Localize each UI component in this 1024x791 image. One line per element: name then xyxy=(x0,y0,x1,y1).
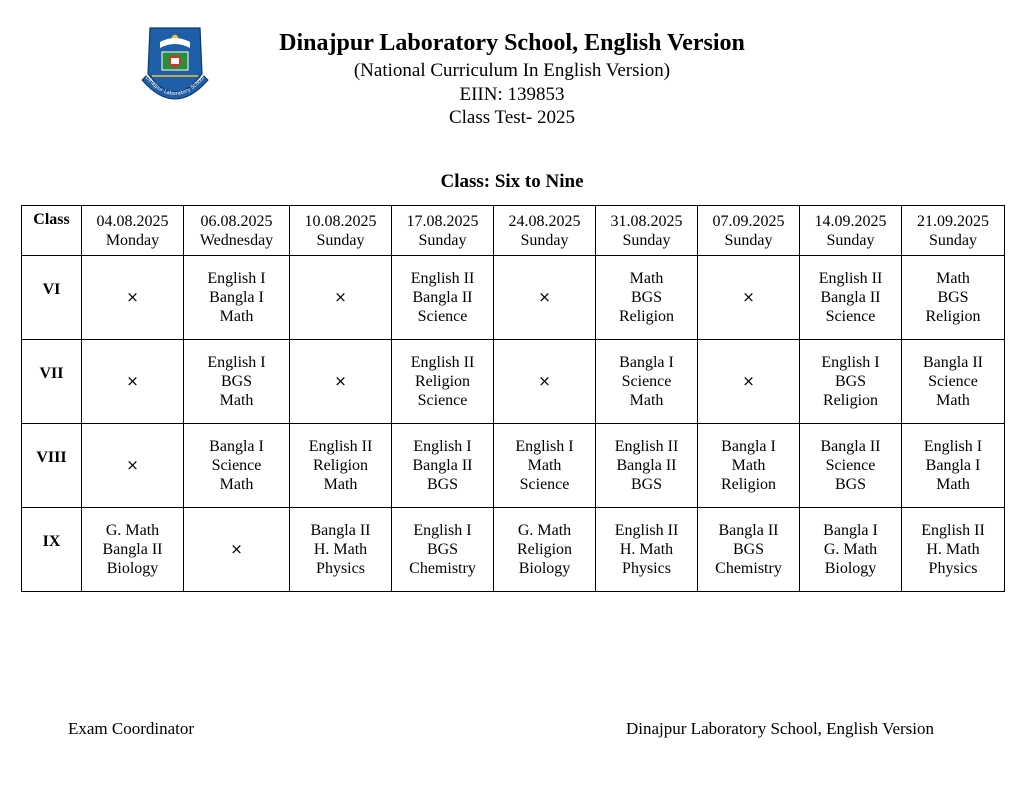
subject-name: Bangla I xyxy=(823,522,878,539)
subject-name: Biology xyxy=(518,560,571,577)
date-column-header xyxy=(184,206,290,256)
cross-icon: × xyxy=(126,288,139,306)
table-row xyxy=(22,424,1005,508)
subject-cell xyxy=(290,340,392,424)
subject-cell xyxy=(494,508,596,592)
subject-name: Math xyxy=(936,392,970,409)
subject-name: BGS xyxy=(732,541,765,558)
subject-cell xyxy=(698,340,800,424)
subject-name: Bangla II xyxy=(718,522,779,539)
subject-cell xyxy=(392,340,494,424)
subject-name: Physics xyxy=(316,560,365,577)
subject-name: Science xyxy=(825,308,876,325)
subject-name: Math xyxy=(323,476,358,493)
subject-name: Bangla II xyxy=(820,289,881,306)
subject-cell xyxy=(82,340,184,424)
exam-date: 24.08.2025 xyxy=(508,212,581,230)
subject-name: Biology xyxy=(824,560,877,577)
subject-cell xyxy=(902,256,1005,340)
subject-name: Science xyxy=(621,373,672,390)
subject-name: Physics xyxy=(622,560,671,577)
class-column-header: Class xyxy=(22,206,82,256)
subject-name: Bangla II xyxy=(310,522,371,539)
subject-name: BGS xyxy=(630,289,663,306)
subject-name: Science xyxy=(928,373,978,390)
subject-name: Religion xyxy=(925,308,981,325)
exam-date: 07.09.2025 xyxy=(712,212,785,230)
school-signature: Dinajpur Laboratory School, English Version xyxy=(626,719,935,738)
subject-name: Religion xyxy=(312,457,369,474)
exam-title: Class Test- 2025 xyxy=(448,107,576,128)
subject-cell xyxy=(82,424,184,508)
subject-name: Bangla II xyxy=(412,289,473,306)
subject-name: Bangla I xyxy=(619,354,674,371)
subject-name: BGS xyxy=(426,476,459,493)
subject-name: Science xyxy=(417,308,468,325)
subject-cell xyxy=(392,424,494,508)
subject-cell xyxy=(596,424,698,508)
subject-name: G. Math xyxy=(105,522,160,539)
date-column-header xyxy=(698,206,800,256)
subject-name: Chemistry xyxy=(409,560,476,577)
subject-name: English II xyxy=(308,438,373,455)
exam-date: 06.08.2025 xyxy=(200,212,273,230)
subject-name: English I xyxy=(413,438,472,455)
subject-cell xyxy=(290,256,392,340)
subject-cell xyxy=(392,508,494,592)
subject-cell xyxy=(184,340,290,424)
class-heading: Class: Six to Nine xyxy=(440,171,584,192)
cross-icon: × xyxy=(538,288,551,306)
subject-cell xyxy=(290,508,392,592)
date-column-header xyxy=(800,206,902,256)
subject-name: English II xyxy=(921,522,985,539)
exam-day: Sunday xyxy=(520,231,569,249)
exam-date: 04.08.2025 xyxy=(96,212,169,230)
subject-cell xyxy=(902,508,1005,592)
subject-name: Bangla I xyxy=(721,438,776,455)
exam-day: Sunday xyxy=(316,231,365,249)
subject-cell xyxy=(596,508,698,592)
subject-cell xyxy=(82,508,184,592)
subject-cell xyxy=(392,256,494,340)
subject-cell xyxy=(698,256,800,340)
subject-cell xyxy=(494,340,596,424)
subject-cell xyxy=(800,340,902,424)
subject-name: English I xyxy=(515,438,574,455)
subject-name: Religion xyxy=(720,476,777,493)
subject-name: BGS xyxy=(630,476,663,493)
subject-name: Math xyxy=(629,270,664,287)
exam-routine-table xyxy=(21,205,1005,592)
subject-cell xyxy=(494,424,596,508)
exam-date: 17.08.2025 xyxy=(406,212,479,230)
subject-name: Math xyxy=(219,392,254,409)
subject-name: English I xyxy=(207,270,266,287)
subject-name: G. Math xyxy=(823,541,878,558)
class-label: VIII xyxy=(22,424,82,508)
subject-name: Science xyxy=(211,457,262,474)
subject-name: Bangla I xyxy=(209,289,264,306)
subject-cell xyxy=(902,340,1005,424)
cross-icon: × xyxy=(230,540,243,558)
subject-name: English I xyxy=(923,438,983,455)
subject-name: H. Math xyxy=(619,541,674,558)
exam-date: 10.08.2025 xyxy=(304,212,377,230)
subject-name: English I xyxy=(821,354,880,371)
subject-name: English I xyxy=(207,354,266,371)
table-row xyxy=(22,340,1005,424)
subject-name: Science xyxy=(417,392,468,409)
exam-day: Sunday xyxy=(622,231,671,249)
subject-name: Bangla II xyxy=(412,457,473,474)
subject-name: BGS xyxy=(220,373,253,390)
subject-name: Religion xyxy=(822,392,879,409)
subject-name: Bangla I xyxy=(209,438,264,455)
subject-cell xyxy=(596,340,698,424)
subject-name: Bangla I xyxy=(925,457,981,474)
date-column-header xyxy=(902,206,1005,256)
exam-day: Sunday xyxy=(929,231,977,249)
subject-cell xyxy=(698,424,800,508)
subject-cell xyxy=(184,508,290,592)
exam-day: Wednesday xyxy=(199,231,274,249)
date-column-header xyxy=(290,206,392,256)
date-column-header xyxy=(494,206,596,256)
subject-name: Science xyxy=(825,457,876,474)
subject-name: English II xyxy=(614,522,679,539)
subject-name: Religion xyxy=(618,308,675,325)
exam-date: 14.09.2025 xyxy=(814,212,887,230)
date-column-header xyxy=(596,206,698,256)
exam-day: Sunday xyxy=(418,231,467,249)
subject-name: Religion xyxy=(516,541,573,558)
subject-name: English II xyxy=(410,270,475,287)
cross-icon: × xyxy=(742,372,755,390)
subject-name: Math xyxy=(527,457,562,474)
subject-name: English II xyxy=(818,270,883,287)
cross-icon: × xyxy=(126,372,139,390)
date-column-header xyxy=(82,206,184,256)
subject-cell xyxy=(800,508,902,592)
subject-cell xyxy=(698,508,800,592)
subject-name: Math xyxy=(936,270,970,287)
subject-cell xyxy=(800,256,902,340)
subject-cell xyxy=(800,424,902,508)
subject-name: BGS xyxy=(937,289,969,306)
exam-date: 21.09.2025 xyxy=(917,212,989,230)
eiin-number: EIIN: 139853 xyxy=(459,84,565,105)
subject-name: Biology xyxy=(106,560,159,577)
subject-name: English II xyxy=(410,354,475,371)
subject-name: BGS xyxy=(834,476,867,493)
exam-date: 31.08.2025 xyxy=(610,212,683,230)
subject-cell xyxy=(494,256,596,340)
cross-icon: × xyxy=(334,288,347,306)
subject-cell xyxy=(184,256,290,340)
date-column-header xyxy=(392,206,494,256)
subject-name: English II xyxy=(614,438,679,455)
table-row xyxy=(22,508,1005,592)
subject-name: Physics xyxy=(928,560,978,577)
subject-cell xyxy=(82,256,184,340)
exam-coordinator-signature: Exam Coordinator xyxy=(68,719,195,738)
subject-name: Math xyxy=(629,392,664,409)
subject-name: Math xyxy=(219,476,254,493)
subject-name: H. Math xyxy=(313,541,368,558)
table-header-row xyxy=(22,206,1005,256)
subject-name: BGS xyxy=(426,541,459,558)
subject-name: Science xyxy=(519,476,570,493)
class-label: VII xyxy=(22,340,82,424)
subject-name: English I xyxy=(413,522,472,539)
subject-name: Chemistry xyxy=(715,560,782,577)
exam-day: Sunday xyxy=(724,231,773,249)
school-title: Dinajpur Laboratory School, English Version xyxy=(279,30,745,56)
subject-name: Math xyxy=(219,308,254,325)
subject-name: Religion xyxy=(414,373,471,390)
subject-name: Bangla II xyxy=(616,457,677,474)
subject-cell xyxy=(902,424,1005,508)
subject-name: Bangla II xyxy=(820,438,881,455)
subject-name: G. Math xyxy=(517,522,572,539)
exam-day: Monday xyxy=(105,231,160,249)
class-label: VI xyxy=(22,256,82,340)
cross-icon: × xyxy=(742,288,755,306)
subject-name: Bangla II xyxy=(923,354,983,371)
subject-name: H. Math xyxy=(926,541,980,558)
subject-cell xyxy=(184,424,290,508)
subject-name: Math xyxy=(936,476,970,493)
subject-name: BGS xyxy=(834,373,867,390)
exam-day: Sunday xyxy=(826,231,875,249)
cross-icon: × xyxy=(538,372,551,390)
subject-cell xyxy=(290,424,392,508)
cross-icon: × xyxy=(334,372,347,390)
class-label: IX xyxy=(22,508,82,592)
subject-name: Bangla II xyxy=(102,541,163,558)
subject-name: Math xyxy=(731,457,766,474)
curriculum-subtitle: (National Curriculum In English Version) xyxy=(353,60,671,81)
cross-icon: × xyxy=(126,456,139,474)
logo-text: Dinajpur Laboratory School xyxy=(143,75,207,98)
table-row xyxy=(22,256,1005,340)
subject-cell xyxy=(596,256,698,340)
